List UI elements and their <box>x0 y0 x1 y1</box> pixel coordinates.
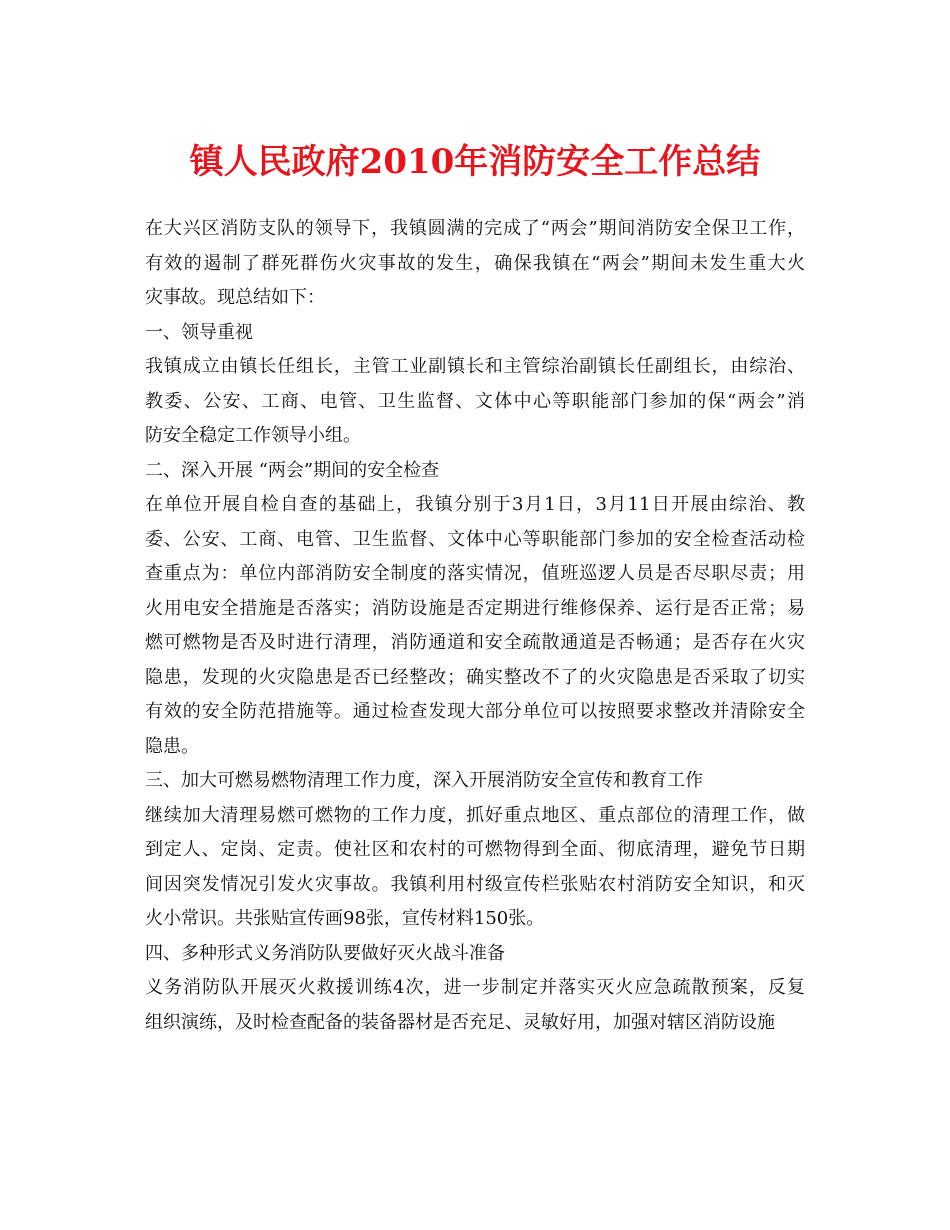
text-line: 有效的遏制了群死群伤火灾事故的发生，确保我镇在“两会”期间未发生重大火 <box>145 252 805 274</box>
section-heading <box>145 764 805 799</box>
document-title: 镇人民政府2010年消防安全工作总结 <box>189 142 761 182</box>
text-line: 委、公安、工商、电管、卫生监督、文体中心等职能部门参加的安全检查活动检 <box>145 528 805 550</box>
body-paragraph <box>145 350 805 454</box>
text-line: 有效的安全防范措施等。通过检查发现大部分单位可以按照要求整改并清除安全 <box>145 701 805 722</box>
body-paragraph <box>145 488 805 764</box>
text-line: 防安全稳定工作领导小组。 <box>145 425 361 446</box>
text-line: 组织演练，及时检查配备的装备器材是否充足、灵敏好用，加强对辖区消防设施 <box>145 1011 775 1033</box>
section-heading <box>145 937 805 972</box>
text-line: 灾事故。现总结如下： <box>145 287 325 308</box>
text-line: 在单位开展自检自查的基础上，我镇分别于3月1日，3月11日开展由综治、教 <box>145 494 805 515</box>
text-line: 一、领导重视 <box>145 321 253 343</box>
text-line: 三、加大可燃易燃物清理工作力度，深入开展消防安全宣传和教育工作 <box>145 770 703 791</box>
text-line: 二、深入开展 “两会”期间的安全检查 <box>145 459 440 481</box>
section-heading <box>145 316 805 351</box>
text-line: 继续加大清理易燃可燃物的工作力度，抓好重点地区、重点部位的清理工作，做 <box>145 804 805 826</box>
text-line: 义务消防队开展灭火救援训练4次，进一步制定并落实灭火应急疏散预案，反复 <box>145 977 805 998</box>
text-line: 火小常识。共张贴宣传画98张，宣传材料150张。 <box>145 908 545 929</box>
text-line: 教委、公安、工商、电管、卫生监督、文体中心等职能部门参加的保“两会”消 <box>145 390 805 412</box>
text-line: 在大兴区消防支队的领导下，我镇圆满的完成了“两会”期间消防安全保卫工作， <box>145 218 805 239</box>
text-line: 隐患。 <box>145 735 199 757</box>
body-paragraph <box>145 212 805 316</box>
text-line: 查重点为：单位内部消防安全制度的落实情况，值班巡逻人员是否尽职尽责；用 <box>145 563 805 584</box>
text-line: 四、多种形式义务消防队要做好灭火战斗准备 <box>145 942 505 964</box>
document-body <box>145 212 805 1040</box>
text-line: 我镇成立由镇长任组长，主管工业副镇长和主管综治副镇长任副组长，由综治、 <box>145 356 805 377</box>
text-line: 间因突发情况引发火灾事故。我镇利用村级宣传栏张贴农村消防安全知识，和灭 <box>145 873 805 895</box>
text-line: 到定人、定岗、定责。使社区和农村的可燃物得到全面、彻底清理，避免节日期 <box>145 839 805 860</box>
text-line: 火用电安全措施是否落实；消防设施是否定期进行维修保养、运行是否正常；易 <box>145 597 805 619</box>
text-line: 隐患，发现的火灾隐患是否已经整改；确实整改不了的火灾隐患是否采取了切实 <box>145 666 805 688</box>
section-heading <box>145 454 805 489</box>
body-paragraph <box>145 799 805 937</box>
text-line: 燃可燃物是否及时进行清理，消防通道和安全疏散通道是否畅通；是否存在火灾 <box>145 632 805 653</box>
body-paragraph <box>145 971 805 1040</box>
